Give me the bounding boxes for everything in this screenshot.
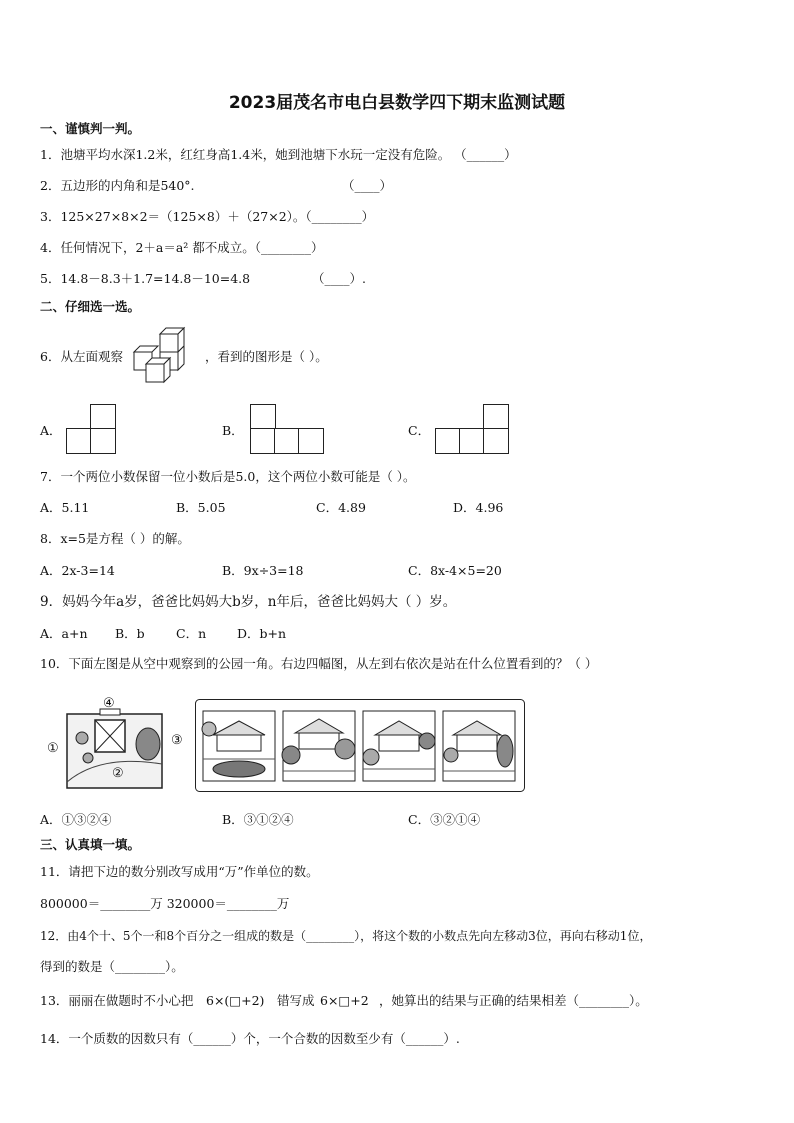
question-9: 9．妈妈今年a岁，爸爸比妈妈大b岁，n年后，爸爸比妈妈大（ ）岁。 xyxy=(40,594,457,610)
question-2-blank: （____） xyxy=(342,178,393,193)
cube-stack-figure xyxy=(132,326,192,386)
question-11: 11．请把下边的数分别改写成用“万”作单位的数。 xyxy=(40,864,319,879)
page-title: 2023届茂名市电白县数学四下期末监测试题 xyxy=(228,93,566,113)
map-label-1: ① xyxy=(47,741,59,756)
question-6-suffix: ，看到的图形是（ ）。 xyxy=(205,349,328,364)
q6-option-a-label: A． xyxy=(40,423,62,438)
question-11-fill: 800000＝________万 320000＝________万 xyxy=(40,896,290,911)
question-10: 10．下面左图是从空中观察到的公园一角。右边四幅图，从左到右依次是站在什么位置看到的？（ ） xyxy=(40,656,598,671)
question-13-part1: 13．丽丽在做题时不小心把 xyxy=(40,993,194,1008)
map-label-2: ② xyxy=(112,766,124,781)
q13-correct-expression: 6×(□+2) xyxy=(206,993,265,1008)
q10-option-a: A．①③②④ xyxy=(40,812,112,827)
question-2: 2．五边形的内角和是540°. xyxy=(40,178,195,193)
q9-option-b: B．b xyxy=(115,626,145,641)
q7-option-b: B．5.05 xyxy=(176,500,226,515)
question-14: 14．一个质数的因数只有（______）个，一个合数的因数至少有（______）. xyxy=(40,1031,460,1046)
park-views-strip xyxy=(195,699,525,792)
map-label-4: ④ xyxy=(103,696,115,711)
question-8: 8．x=5是方程（ ）的解。 xyxy=(40,531,190,546)
question-6-prefix: 6．从左面观察 xyxy=(40,349,123,364)
q7-option-d: D．4.96 xyxy=(453,500,504,515)
question-5: 5．14.8－8.3＋1.7=14.8－10=4.8 xyxy=(40,271,251,286)
section-heading-2: 二、仔细选一选。 xyxy=(40,299,141,314)
question-12-line2: 得到的数是（________）。 xyxy=(40,959,184,974)
question-13-part2: 错写成 xyxy=(277,993,315,1008)
question-5-blank: （____）. xyxy=(312,271,366,286)
q10-option-c: C．③②①④ xyxy=(408,812,481,827)
question-13-part3: ，她算出的结果与正确的结果相差（________）。 xyxy=(379,993,648,1008)
question-7: 7．一个两位小数保留一位小数后是5.0，这个两位小数可能是（ ）。 xyxy=(40,469,416,484)
question-12-line1: 12．由4个十、5个一和8个百分之一组成的数是（________），将这个数的小数点先向左移动3位，再向右移动1位， xyxy=(40,929,652,943)
q8-option-c: C．8x-4×5=20 xyxy=(408,563,502,578)
map-label-3: ③ xyxy=(171,733,183,748)
q9-option-a: A．a+n xyxy=(40,626,88,641)
q8-option-b: B．9x÷3=18 xyxy=(222,563,304,578)
q6-option-b-label: B． xyxy=(222,423,244,438)
question-4: 4．任何情况下，2＋a＝a² 都不成立。（________） xyxy=(40,240,324,255)
q9-option-d: D．b+n xyxy=(237,626,287,641)
question-3: 3．125×27×8×2＝（125×8）＋（27×2）。（________） xyxy=(40,209,375,224)
section-heading-3: 三、认真填一填。 xyxy=(40,837,141,852)
question-1: 1．池塘平均水深1.2米，红红身高1.4米，她到池塘下水玩一定没有危险。 （______） xyxy=(40,147,517,162)
q7-option-a: A．5.11 xyxy=(40,500,90,515)
section-heading-1: 一、谨慎判一判。 xyxy=(40,121,141,136)
q9-option-c: C．n xyxy=(176,626,207,641)
q10-option-b: B．③①②④ xyxy=(222,812,294,827)
q7-option-c: C．4.89 xyxy=(316,500,366,515)
q6-option-c-label: C． xyxy=(408,423,431,438)
q13-wrong-expression: 6×□+2 xyxy=(320,993,369,1008)
q8-option-a: A．2x-3=14 xyxy=(40,563,115,578)
